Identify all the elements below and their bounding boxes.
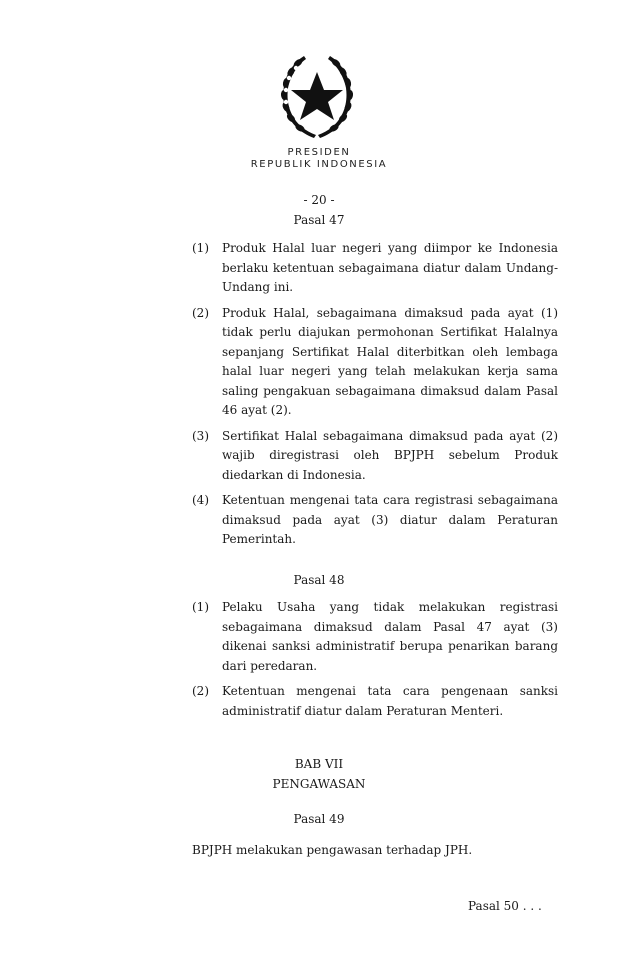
article-48-title: Pasal 48 xyxy=(293,573,345,587)
list-item xyxy=(192,304,558,421)
list-item xyxy=(192,427,558,486)
item-number: (1) xyxy=(192,241,209,255)
article-47-title: Pasal 47 xyxy=(293,213,345,227)
item-number: (3) xyxy=(192,428,209,443)
item-text: Pelaku Usaha yang tidak melakukan registrasi sebagaimana dimaksud dalam Pasal 47 ayat (3) dikenai sanksi administratif berupa penarikan barang dari peredaran. xyxy=(222,600,558,673)
item-text: Ketentuan mengenai tata cara registrasi sebagaimana dimaksud pada ayat (3) diatur dalam Peraturan Pemerintah. xyxy=(222,493,558,546)
list-item xyxy=(192,682,558,721)
item-text: Ketentuan mengenai tata cara pengenaan sanksi administratif diatur dalam Peraturan Menteri. xyxy=(222,684,558,718)
header-presiden: PRESIDEN xyxy=(287,147,351,158)
chapter-title: PENGAWASAN xyxy=(272,777,366,791)
list-item xyxy=(192,491,558,550)
list-item xyxy=(192,239,558,298)
chapter-label: BAB VII xyxy=(294,757,344,771)
page-number: - 20 - xyxy=(303,193,335,207)
item-text: Produk Halal luar negeri yang diimpor ke Indonesia berlaku ketentuan sebagaimana diatur dalam Undang-Undang ini. xyxy=(222,241,558,294)
item-number: (2) xyxy=(192,305,209,320)
item-number: (4) xyxy=(192,493,209,507)
item-text: Sertifikat Halal sebagaimana dimaksud pada ayat (2) wajib diregistrasi oleh BPJPH sebelum Produk diedarkan di Indonesia. xyxy=(222,428,558,482)
header-republik-indonesia: REPUBLIK INDONESIA xyxy=(250,159,388,170)
item-number: (2) xyxy=(192,684,209,698)
next-page-reference: Pasal 50 . . . xyxy=(468,899,542,913)
article-49-title: Pasal 49 xyxy=(293,812,345,826)
article-47-list xyxy=(192,239,558,556)
list-item xyxy=(192,598,558,676)
garuda-star-emblem-icon xyxy=(274,50,360,142)
article-49-text: BPJPH melakukan pengawasan terhadap JPH. xyxy=(192,843,473,857)
item-number: (1) xyxy=(192,600,209,614)
article-48-list xyxy=(192,598,558,727)
item-text: Produk Halal, sebagaimana dimaksud pada ayat (1) tidak perlu diajukan permohonan Sertifikat Halalnya sepanjang Sertifikat Halal diterbitkan oleh lembaga halal luar negeri yang telah melakukan kerja sama saling pengakuan sebagaimana dimaksud dalam Pasal 46 ayat (2). xyxy=(222,305,558,417)
